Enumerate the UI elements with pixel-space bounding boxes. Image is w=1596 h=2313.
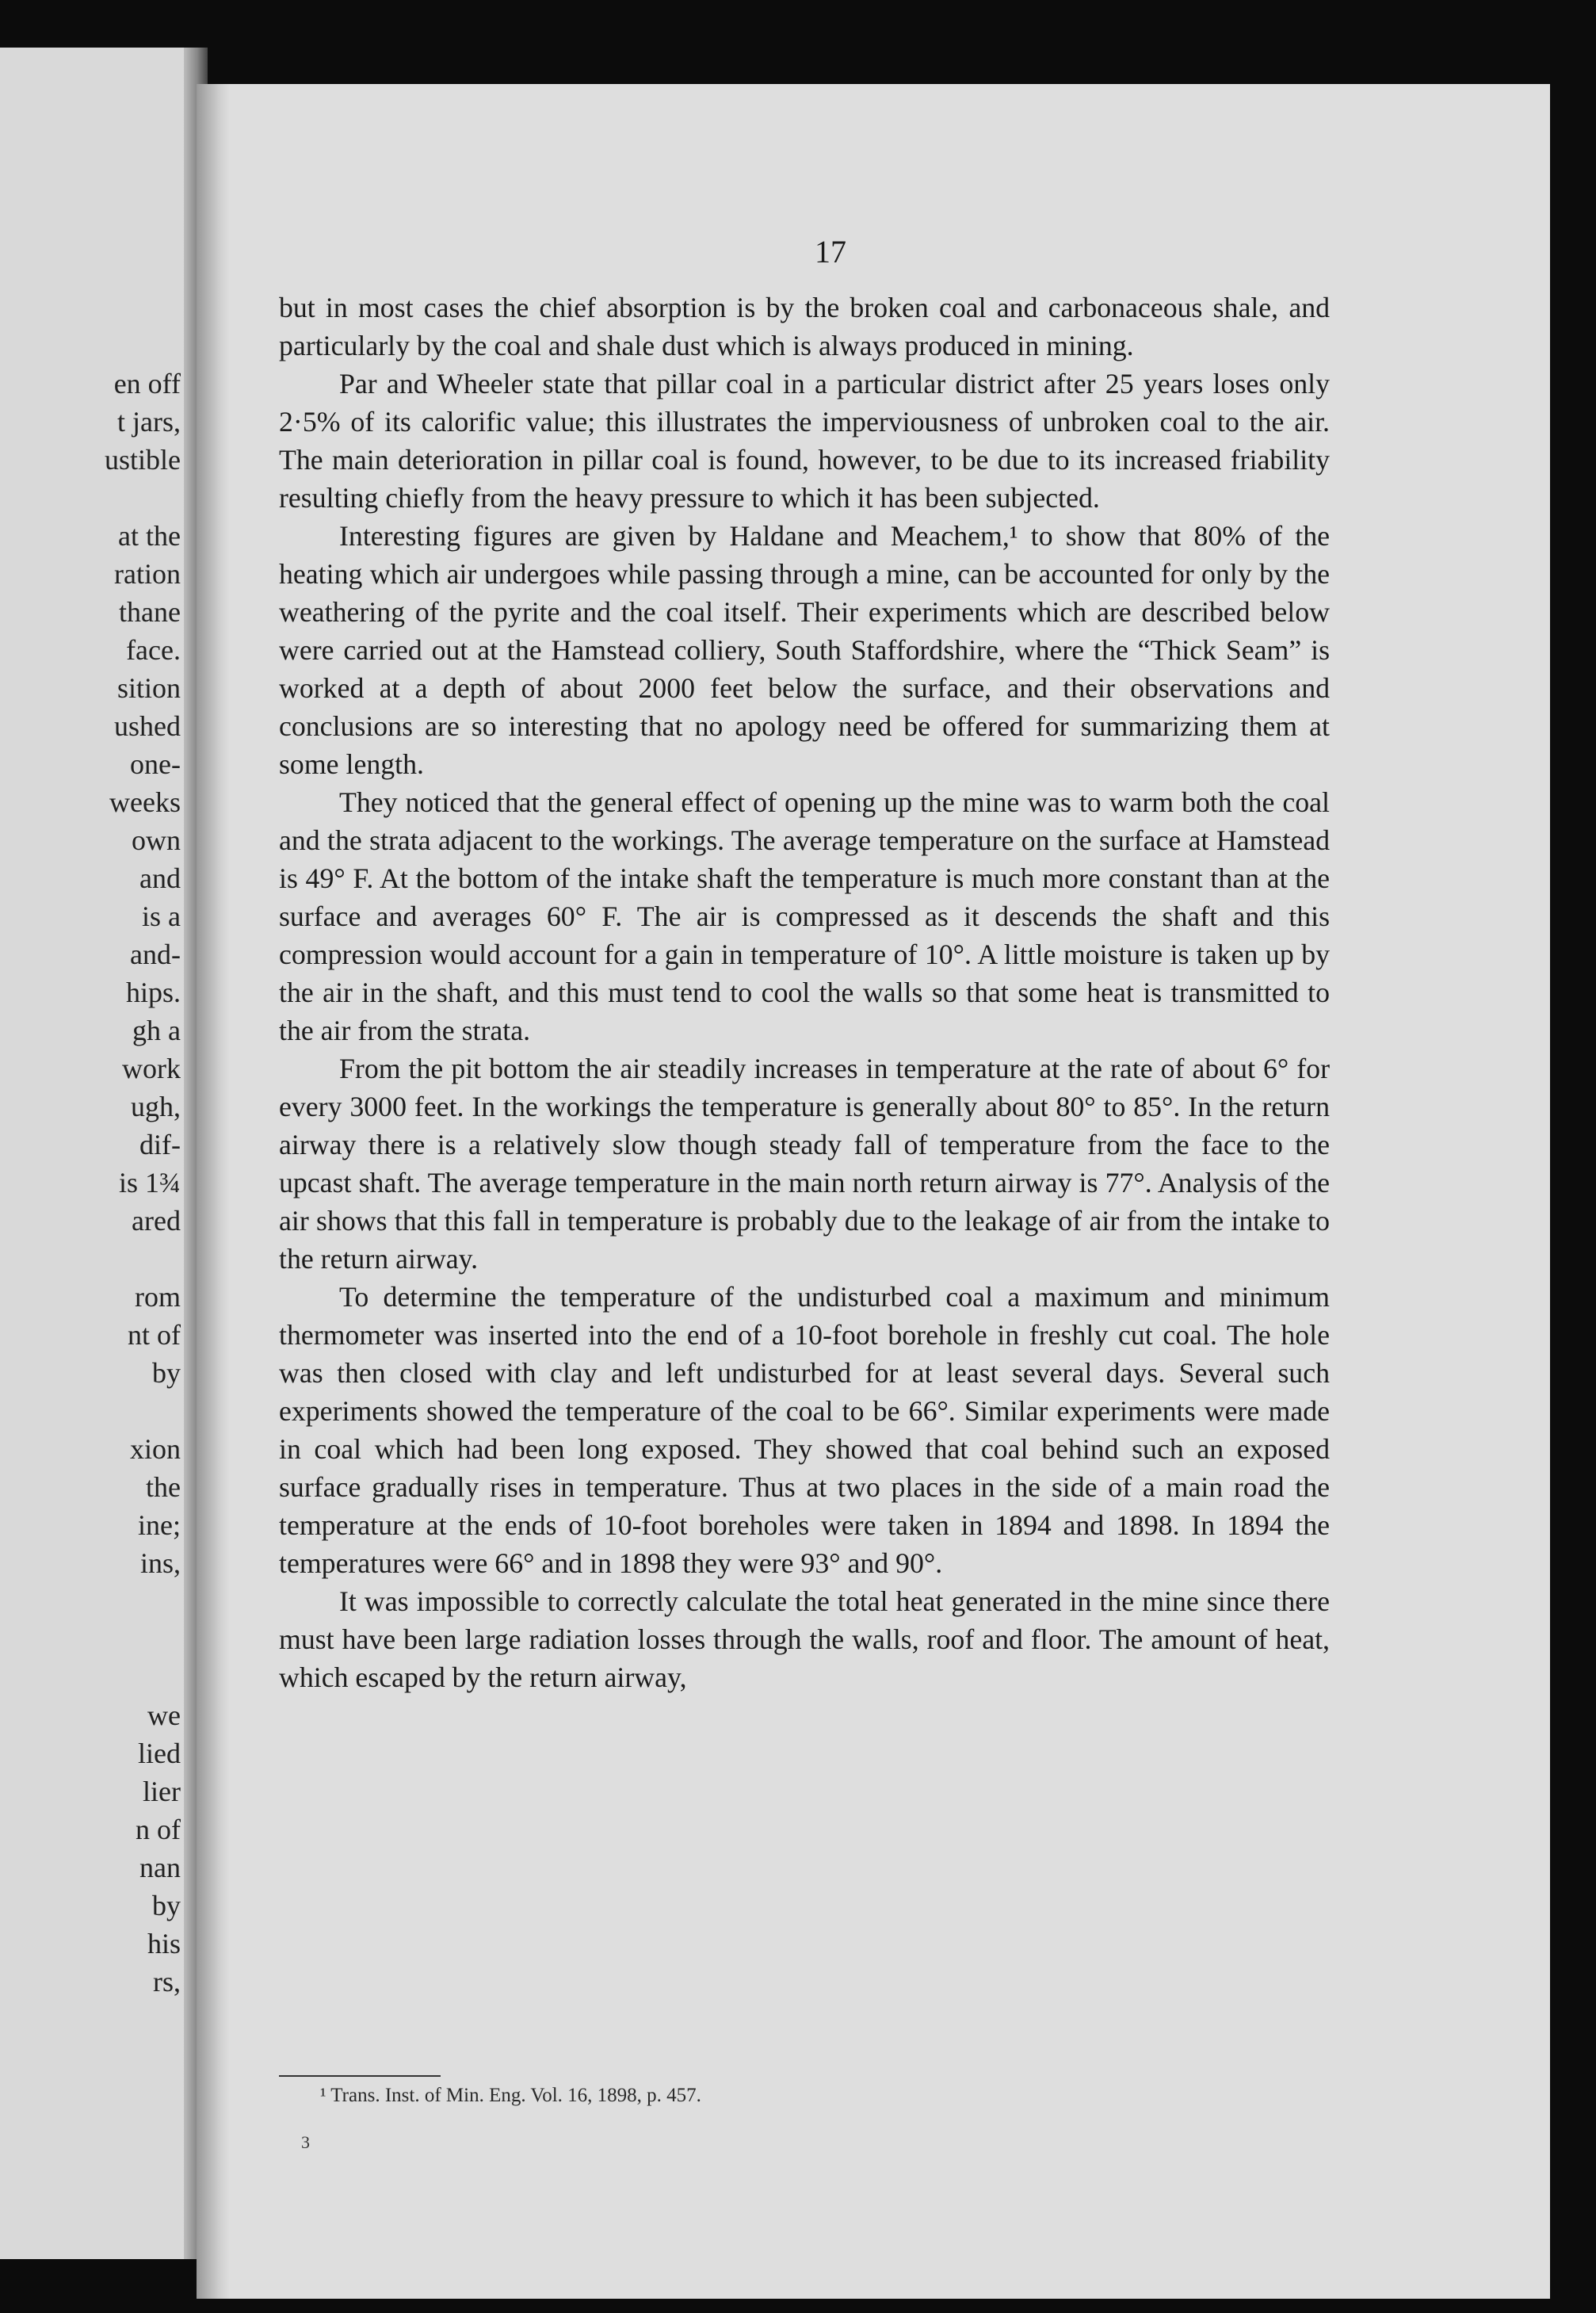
left-line: thane — [119, 596, 181, 628]
left-line: ustible — [105, 444, 181, 476]
paragraph: It was impossible to correctly calculate the total heat generated in the mine since there must have been large radiation losses through the walls, roof and floor. The amount of heat, which escaped by the return airway, — [279, 1585, 1330, 1693]
left-facing-page — [0, 48, 184, 2259]
paragraph: They noticed that the general effect of opening up the mine was to warm both the coal and the strata adjacent to the workings. The average temperature on the surface at Hamstead is 49° F. At the bottom of the intake shaft the temperature is much more constant than at the surface and averages 60° F. The air is compressed as it descends the shaft and this compression would account for a gain in temperature of 10°. A little moisture is taken up by the air in the shaft, and this must tend to cool the walls so that some heat is transmitted to the air from the strata. — [279, 786, 1330, 1046]
left-line: lied — [138, 1738, 181, 1769]
left-line: is a — [142, 900, 181, 932]
left-line: we — [147, 1699, 181, 1731]
left-line: rs, — [153, 1966, 181, 1998]
left-line: sition — [116, 672, 181, 704]
book-page — [197, 84, 1550, 2299]
left-line: n of — [136, 1814, 181, 1845]
left-line: nt of — [128, 1319, 181, 1351]
page-number: 17 — [815, 234, 846, 270]
left-line: is 1¾ — [118, 1167, 181, 1199]
paragraph: To determine the temperature of the undisturbed coal a maximum and minimum thermometer was inserted into the end of a 10-foot borehole in freshly cut coal. The hole was then closed with clay and left undisturbed for at least several days. Several such experiments showed the temperature of the coal to be 66°. Similar experiments were made in coal which had been long exposed. They showed that coal behind such an exposed surface gradually rises in temperature. Thus at two places in the side of a main road the temperature at the ends of 10-foot boreholes were taken in 1894 and 1898. In 1894 the temperatures were 66° and in 1898 they were 93° and 90°. — [279, 1281, 1330, 1579]
paragraph: Interesting figures are given by Haldane and Meachem,¹ to show that 80% of the heating which air undergoes while passing through a mine, can be accounted for only by the weathering of the pyrite and the coal itself. Their experiments which are described below were carried out at the Hamstead colliery, South Staffordshire, where the “Thick Seam” is worked at a depth of about 2000 feet below the surface, and their observations and conclusions are so interesting that no apology need be offered for summarizing them at some length. — [279, 520, 1330, 780]
left-line: gh a — [132, 1015, 181, 1046]
left-line: hips. — [125, 977, 181, 1008]
left-line: en off — [113, 368, 181, 400]
left-line: ins, — [139, 1547, 181, 1579]
left-line: ushed — [114, 710, 181, 742]
paragraph: but in most cases the chief absorption is by the broken coal and carbonaceous shale, and particularly by the coal and shale dust which is always produced in mining. — [279, 292, 1330, 361]
left-line: his — [147, 1928, 181, 1959]
left-line: lier — [143, 1776, 181, 1807]
left-line — [0, 479, 181, 517]
left-line: own — [132, 824, 181, 856]
signature-mark: 3 — [301, 2132, 310, 2152]
left-line: ine; — [138, 1509, 181, 1541]
left-line — [0, 1620, 181, 1658]
left-line: at the — [118, 520, 181, 552]
footnote: ¹ Trans. Inst. of Min. Eng. Vol. 16, 1898, p. 457. — [320, 2085, 701, 2106]
left-line: work — [122, 1053, 181, 1084]
left-line — [0, 1240, 181, 1278]
left-line — [0, 1392, 181, 1430]
left-line: one- — [130, 748, 181, 780]
page-body — [279, 289, 1330, 1696]
page-spine-shadow — [197, 84, 230, 2299]
left-page-text — [0, 365, 181, 2001]
footnote-rule — [279, 2075, 441, 2077]
left-line: ugh, — [131, 1091, 181, 1122]
left-line: and — [139, 862, 181, 894]
left-line — [0, 1658, 181, 1696]
left-line: and- — [130, 939, 181, 970]
left-line: ration — [114, 558, 181, 590]
left-line: weeks — [109, 786, 181, 818]
left-line: dif- — [139, 1129, 181, 1160]
left-line: t jars, — [117, 406, 181, 438]
left-line: xion — [129, 1433, 181, 1465]
left-line: rom — [135, 1281, 181, 1313]
paragraph: From the pit bottom the air steadily increases in temperature at the rate of about 6° for every 3000 feet. In the workings the temperature is generally about 80° to 85°. In the return airway there is a relatively slow though steady fall of temperature from the face to the upcast shaft. The average temperature in the main north return airway is 77°. Analysis of the air shows that this fall in temperature is probably due to the leakage of air from the intake to the return airway. — [279, 1053, 1330, 1275]
left-line: ared — [132, 1205, 181, 1237]
left-line — [0, 1582, 181, 1620]
left-line: nan — [139, 1852, 181, 1883]
left-line: the — [146, 1471, 181, 1503]
left-line: face. — [126, 634, 181, 666]
left-line: by — [152, 1890, 181, 1921]
paragraph: Par and Wheeler state that pillar coal in a particular district after 25 years loses only 2·5% of its calorific value; this illustrates the imperviousness of unbroken coal to the air. The main deterioration in pillar coal is found, however, to be due to its increased friability resulting chiefly from the heavy pressure to which it has been subjected. — [279, 368, 1330, 514]
left-line: by — [152, 1357, 181, 1389]
